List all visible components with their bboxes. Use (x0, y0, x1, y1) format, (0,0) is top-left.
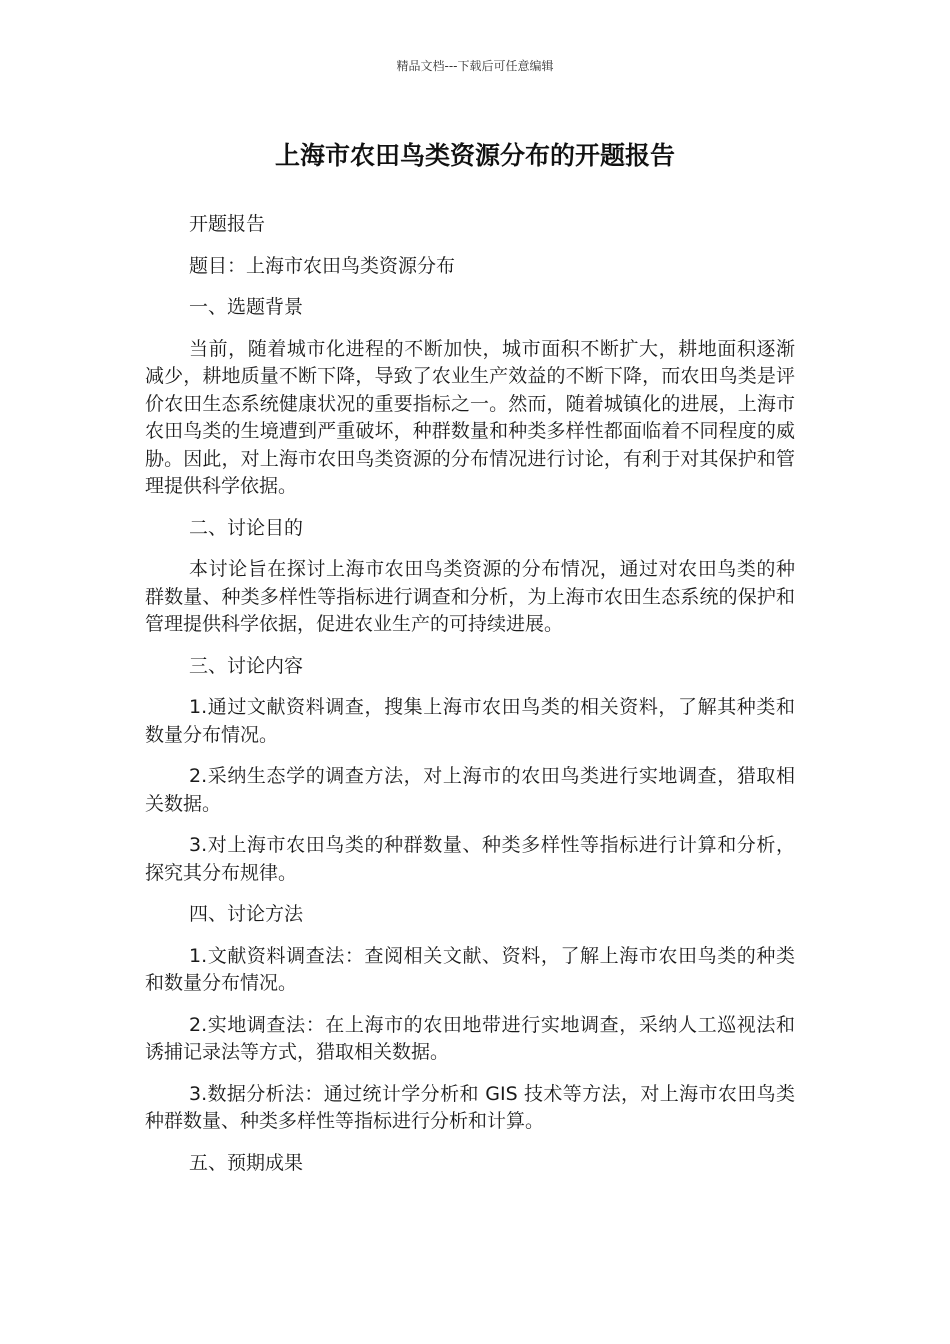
section-heading-background: 一、选题背景 (189, 296, 304, 318)
paragraph-content-2: 2.采纳生态学的调查方法，对上海市的农田鸟类进行实地调查，猎取相关数据。 (145, 765, 795, 815)
section-heading-methods: 四、讨论方法 (189, 903, 304, 925)
paragraph-method-3: 3.数据分析法：通过统计学分析和 GIS 技术等方法，对上海市农田鸟类种群数量、种类多样性等指标进行分析和计算。 (145, 1082, 795, 1132)
paragraph-purpose: 本讨论旨在探讨上海市农田鸟类资源的分布情况，通过对农田鸟类的种群数量、种类多样性等指标进行调查和分析，为上海市农田生态系统的保护和管理提供科学依据，促进农业生产的可持续进展。 (145, 558, 795, 635)
section-heading-outcomes: 五、预期成果 (189, 1151, 304, 1174)
paragraph-background: 当前，随着城市化进程的不断加快，城市面积不断扩大，耕地面积逐渐减少，耕地质量不断下降，导致了农业生产效益的不断下降，而农田鸟类是评价农田生态系统健康状况的重要指标之一。然而，随着城镇化的进展，上海市农田鸟类的生境遭到严重破坏，种群数量和种类多样性都面临着不同程度的威胁。因此，对上海市农田鸟类资源的分布情况进行讨论，有利于对其保护和管理提供科学依据。 (145, 337, 795, 497)
paragraph-report-label: 开题报告 (189, 213, 266, 235)
document-title: 上海市农田鸟类资源分布的开题报告 (274, 141, 675, 170)
paragraph-content-1: 1.通过文献资料调查，搜集上海市农田鸟类的相关资料，了解其种类和数量分布情况。 (145, 696, 795, 746)
paragraph-content-3: 3.对上海市农田鸟类的种群数量、种类多样性等指标进行计算和分析，探究其分布规律。 (145, 834, 795, 884)
section-heading-content: 三、讨论内容 (189, 654, 304, 677)
paragraph-topic: 题目：上海市农田鸟类资源分布 (189, 254, 456, 277)
header-watermark: 精品文档---下载后可任意编辑 (396, 59, 554, 73)
document-body (145, 211, 795, 1191)
paragraph-method-1: 1.文献资料调查法：查阅相关文献、资料，了解上海市农田鸟类的种类和数量分布情况。 (145, 944, 795, 994)
paragraph-method-2: 2.实地调查法：在上海市的农田地带进行实地调查，采纳人工巡视法和诱捕记录法等方式，猎取相关数据。 (145, 1013, 795, 1063)
section-heading-purpose: 二、讨论目的 (189, 516, 304, 539)
